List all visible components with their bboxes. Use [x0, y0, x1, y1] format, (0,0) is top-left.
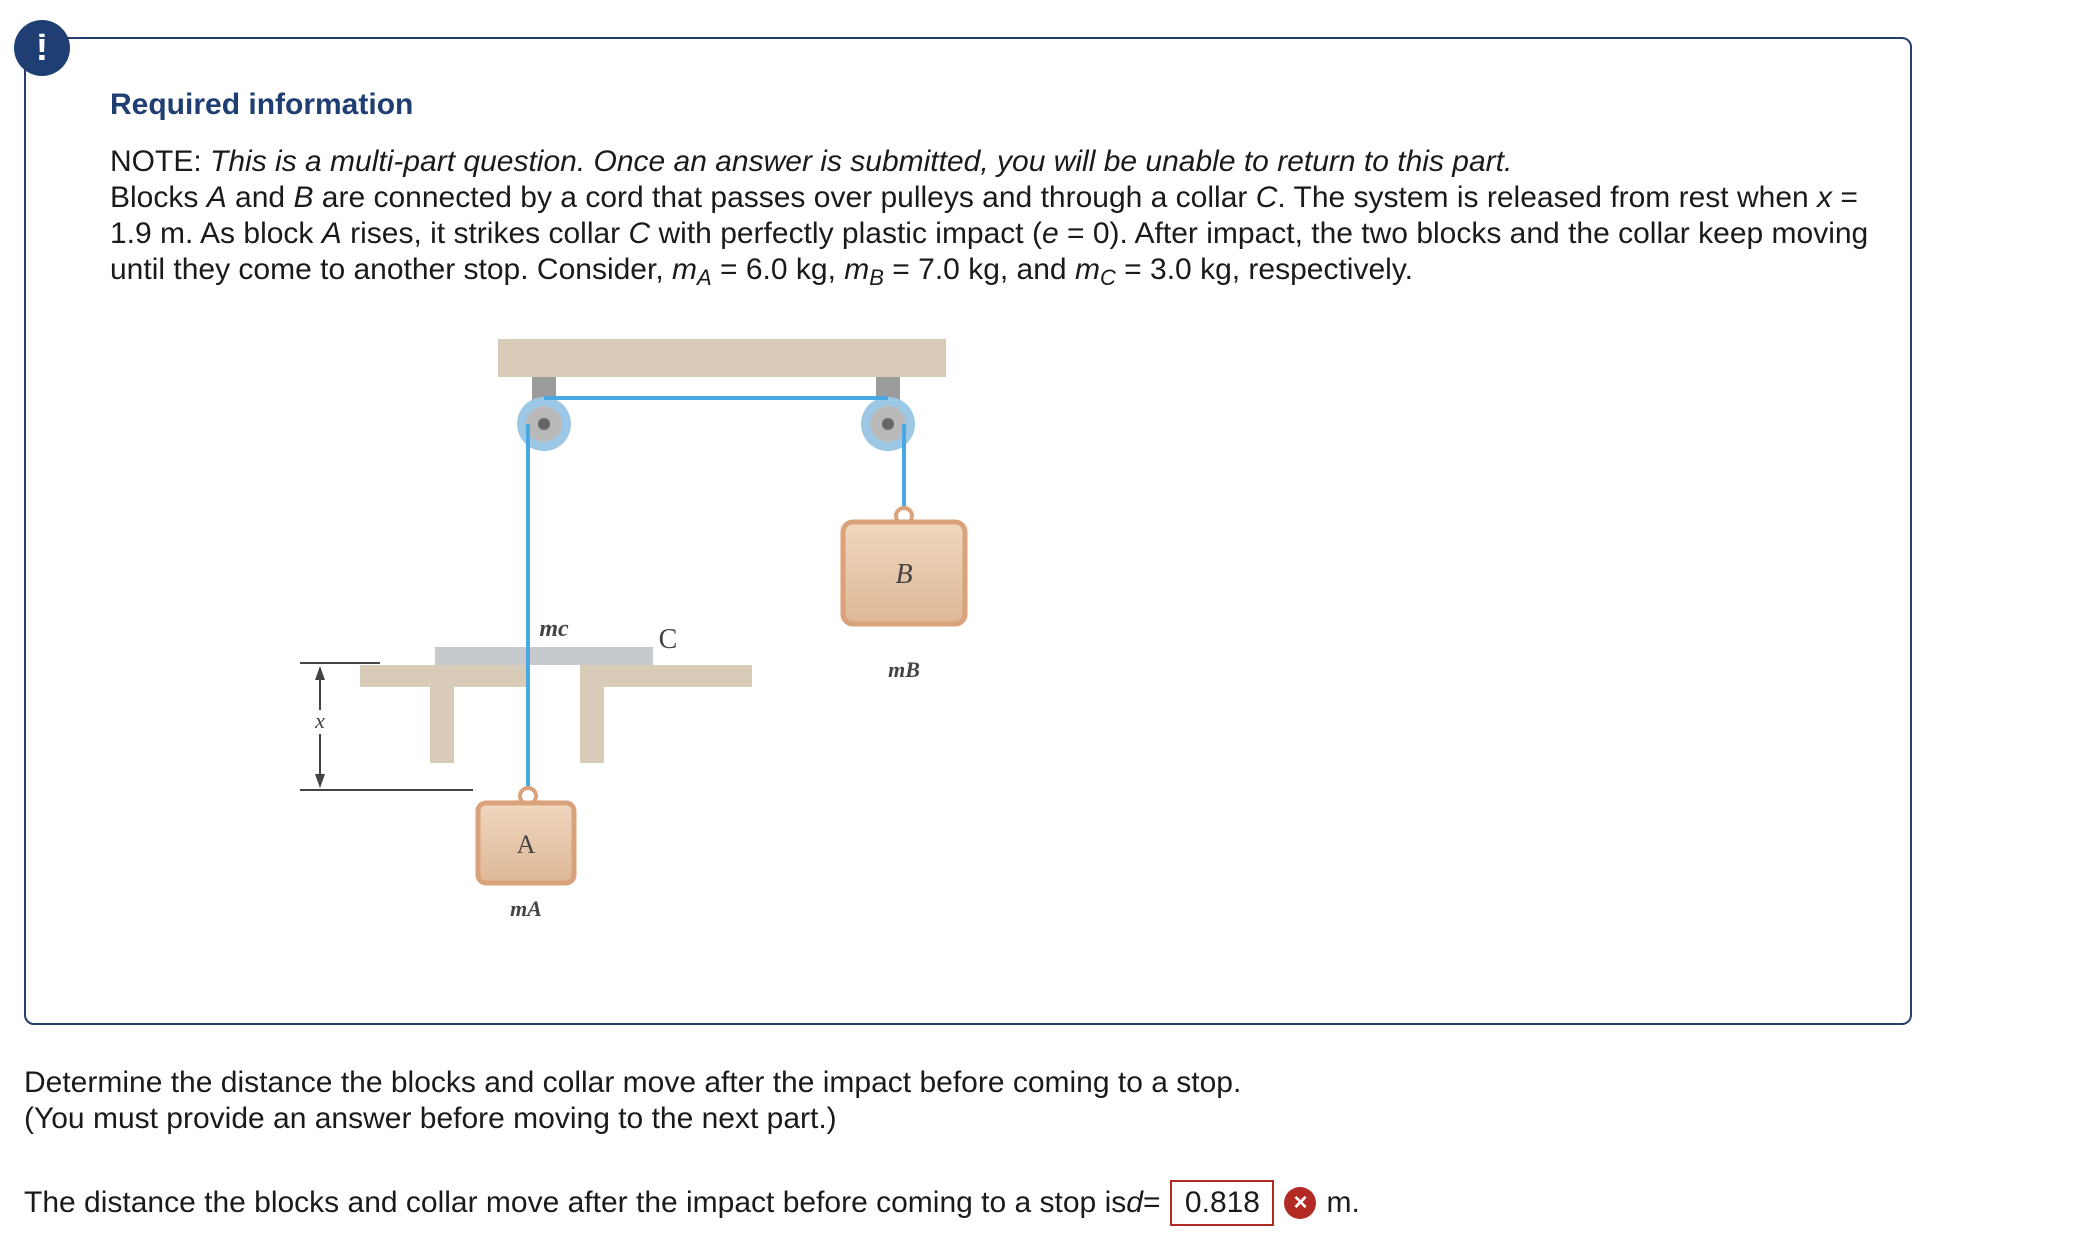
- alert-icon: !: [14, 20, 70, 76]
- answer-input[interactable]: 0.818: [1170, 1180, 1274, 1226]
- answer-row: [24, 1180, 1360, 1226]
- right-pulley-icon: [861, 397, 915, 451]
- note-line: NOTE: This is a multi-part question. Once an answer is submitted, you will be unable to return to this part.: [110, 145, 1513, 178]
- problem-statement: [110, 144, 1890, 296]
- ceiling: [498, 339, 946, 377]
- left-support: [360, 665, 530, 687]
- pulley-diagram: [290, 330, 1010, 920]
- ma-label: mA: [510, 896, 542, 920]
- collar-c: [435, 647, 653, 665]
- answer-variable: d: [1126, 1186, 1143, 1219]
- left-support-leg: [430, 687, 454, 763]
- question-line-1: Determine the distance the blocks and collar move after the impact before coming to a stop.: [24, 1066, 1242, 1099]
- x-label: x: [315, 708, 325, 733]
- incorrect-icon: ×: [1284, 1187, 1316, 1219]
- question-line-2: (You must provide an answer before moving to the next part.): [24, 1102, 837, 1135]
- required-information-title: Required information: [110, 88, 414, 121]
- mc-label: mc: [539, 616, 569, 642]
- block-a-label: A: [516, 830, 536, 859]
- block-b-label: B: [895, 559, 913, 590]
- answer-prefix: The distance the blocks and collar move after the impact before coming to a stop is: [24, 1186, 1127, 1219]
- question-prompt: [24, 1065, 1241, 1137]
- answer-equals: =: [1142, 1186, 1161, 1219]
- right-support: [580, 665, 752, 687]
- left-pulley-icon: [517, 397, 571, 451]
- collar-c-label: C: [658, 624, 678, 655]
- answer-unit: m.: [1326, 1186, 1360, 1219]
- right-support-leg: [580, 687, 604, 763]
- problem-paragraph: Blocks A and B are connected by a cord that passes over pulleys and through a collar C. The system is released from rest when x = 1.9 m. As block A rises, it strikes collar C with perfectly plastic impact (e = 0). After impact, the two blocks and the collar keep moving until they come to another stop. Consider, $m_A = 6.0$ kg, $m_B = 7.0$ kg, and $m_C = 3.0$ kg, respectively.: [110, 181, 1869, 290]
- mb-label: mB: [888, 657, 920, 682]
